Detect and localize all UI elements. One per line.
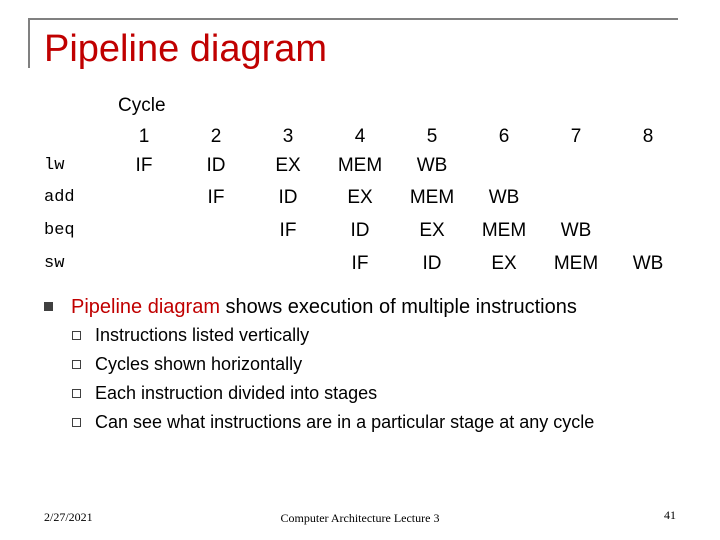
cycle-number: 4: [354, 126, 366, 147]
stage-cell: IF: [135, 155, 153, 176]
stage-cell: EX: [347, 187, 373, 208]
hollow-square-bullet-icon: [72, 360, 81, 369]
cycle-number: 7: [570, 126, 582, 147]
stage-cell: ID: [350, 220, 370, 241]
instruction-label-sw: sw: [44, 254, 65, 273]
cycle-label: Cycle: [118, 95, 166, 116]
instruction-label-beq: beq: [44, 221, 75, 240]
stage-cell: EX: [491, 253, 517, 274]
sub-bullet: [72, 383, 377, 404]
stage-cell: EX: [275, 155, 301, 176]
square-bullet-icon: [44, 302, 53, 311]
hollow-square-bullet-icon: [72, 418, 81, 427]
sub-bullet-text: Can see what instructions are in a particular stage at any cycle: [95, 412, 595, 432]
cycle-number: 2: [210, 126, 222, 147]
instruction-label-lw: lw: [44, 156, 65, 175]
cycle-number: 6: [498, 126, 510, 147]
stage-cell: MEM: [481, 220, 527, 241]
main-bullet: [44, 296, 577, 319]
sub-bullet-text: Each instruction divided into stages: [95, 383, 378, 403]
stage-cell: WB: [416, 155, 448, 176]
sub-bullet-text: Instructions listed vertically: [95, 325, 310, 345]
stage-cell: WB: [632, 253, 664, 274]
cycle-number: 1: [138, 126, 150, 147]
stage-cell: ID: [278, 187, 298, 208]
footer-date: 2/27/2021: [44, 510, 93, 524]
hollow-square-bullet-icon: [72, 331, 81, 340]
slide-title: Pipeline diagram: [44, 28, 328, 70]
stage-cell: IF: [351, 253, 369, 274]
sub-bullet: [72, 325, 309, 346]
title-frame-left-line: [28, 18, 30, 68]
stage-cell: ID: [422, 253, 442, 274]
stage-cell: IF: [279, 220, 297, 241]
cycle-number: 5: [426, 126, 438, 147]
sub-bullet-text: Cycles shown horizontally: [95, 354, 303, 374]
stage-cell: MEM: [337, 155, 383, 176]
footer-page-number: 41: [664, 508, 676, 522]
footer-course-title: Computer Architecture Lecture 3: [280, 511, 440, 525]
hollow-square-bullet-icon: [72, 389, 81, 398]
stage-cell: WB: [488, 187, 520, 208]
stage-cell: MEM: [553, 253, 599, 274]
stage-cell: IF: [207, 187, 225, 208]
stage-cell: EX: [419, 220, 445, 241]
instruction-label-add: add: [44, 188, 75, 207]
stage-cell: ID: [206, 155, 226, 176]
stage-cell: MEM: [409, 187, 455, 208]
sub-bullet: [72, 354, 302, 375]
bullet-highlight-text: Pipeline diagram: [71, 296, 220, 318]
stage-cell: WB: [560, 220, 592, 241]
title-frame-top-line: [28, 18, 678, 20]
bullet-text: shows execution of multiple instructions: [219, 296, 577, 318]
sub-bullet: [72, 412, 594, 433]
cycle-number: 3: [282, 126, 294, 147]
cycle-number: 8: [642, 126, 654, 147]
